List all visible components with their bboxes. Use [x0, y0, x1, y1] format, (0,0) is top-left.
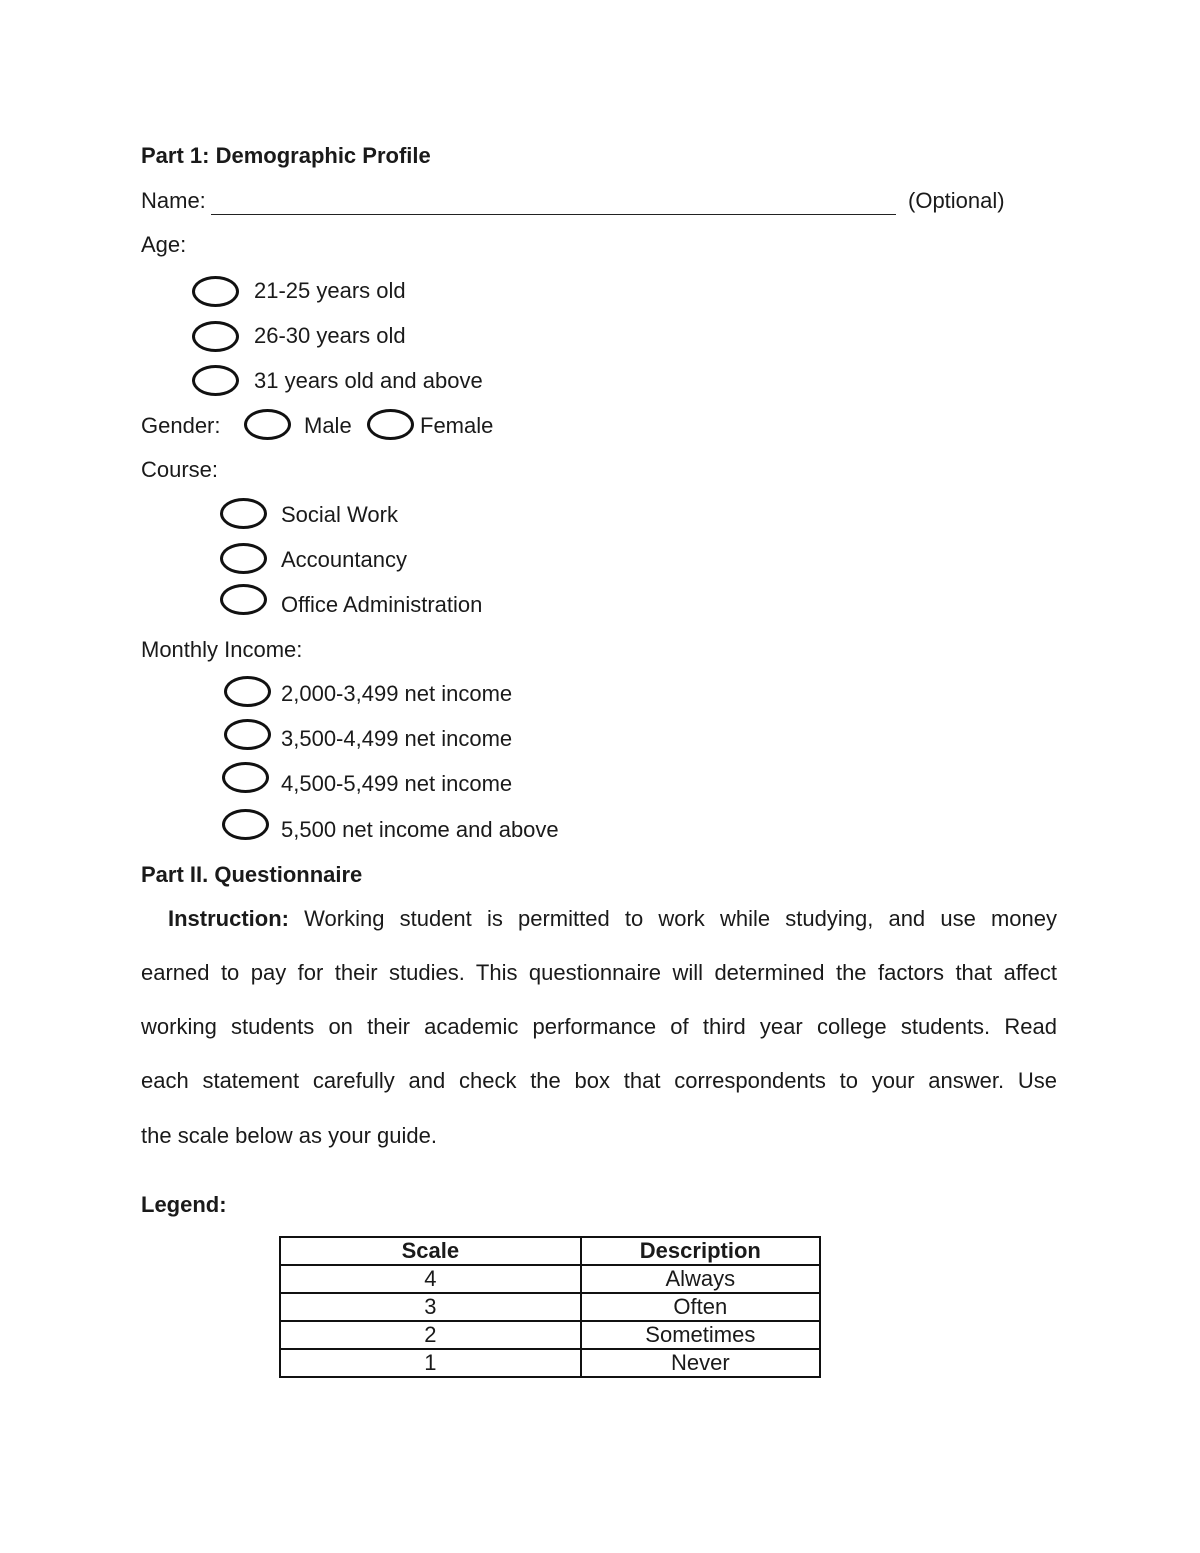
gender-female-label: Female: [420, 413, 494, 438]
income-label: Monthly Income:: [141, 637, 303, 662]
legend-header-row: [280, 1237, 820, 1265]
legend-description-cell: Often: [581, 1293, 820, 1321]
income-option-2-label: 3,500-4,499 net income: [281, 726, 513, 751]
legend-scale-cell: 2: [280, 1321, 581, 1349]
course-option-1-radio[interactable]: [220, 498, 267, 529]
course-option-3-radio[interactable]: [220, 584, 267, 615]
legend-column-description: Description: [581, 1237, 820, 1265]
gender-label: Gender:: [141, 413, 221, 438]
instruction-line-2: earned to pay for their studies. This questionnaire will determined the factors that affect: [141, 960, 1057, 985]
instruction-line-1: [141, 908, 1057, 930]
income-option-1-radio[interactable]: [224, 676, 271, 707]
name-label: Name:: [141, 188, 206, 213]
age-label: Age:: [141, 232, 187, 257]
legend-scale-cell: 4: [280, 1265, 581, 1293]
course-option-2-radio[interactable]: [220, 543, 267, 574]
age-option-1-radio[interactable]: [192, 276, 239, 307]
legend-description-cell: Never: [581, 1349, 820, 1377]
course-label: Course:: [141, 457, 219, 482]
income-option-4-radio[interactable]: [222, 809, 269, 840]
income-option-3-label: 4,500-5,499 net income: [281, 771, 513, 796]
age-option-2-radio[interactable]: [192, 321, 239, 352]
instruction-line-4: each statement carefully and check the box that correspondents to your answer. Use: [141, 1068, 1057, 1093]
course-option-2-label: Accountancy: [281, 547, 407, 572]
instruction-label: Instruction:: [168, 906, 289, 931]
legend-scale-cell: 3: [280, 1293, 581, 1321]
income-option-1-label: 2,000-3,499 net income: [281, 681, 513, 706]
gender-female-radio[interactable]: [367, 409, 414, 440]
legend-scale-cell: 1: [280, 1349, 581, 1377]
part1-heading: Part 1: Demographic Profile: [141, 143, 431, 168]
table-row: [280, 1349, 820, 1377]
income-option-2-radio[interactable]: [224, 719, 271, 750]
income-option-3-radio[interactable]: [222, 762, 269, 793]
income-option-4-label: 5,500 net income and above: [281, 817, 559, 842]
age-option-2-label: 26-30 years old: [254, 323, 406, 348]
instruction-line-3: working students on their academic performance of third year college students. Read: [141, 1014, 1057, 1039]
course-option-3-label: Office Administration: [281, 592, 483, 617]
instruction-line-5: the scale below as your guide.: [141, 1123, 437, 1148]
legend-description-cell: Always: [581, 1265, 820, 1293]
legend-description-cell: Sometimes: [581, 1321, 820, 1349]
table-row: [280, 1321, 820, 1349]
gender-male-radio[interactable]: [244, 409, 291, 440]
name-field[interactable]: [211, 214, 896, 215]
table-row: [280, 1265, 820, 1293]
age-option-1-label: 21-25 years old: [254, 278, 406, 303]
age-option-3-label: 31 years old and above: [254, 368, 483, 393]
name-optional-note: (Optional): [908, 188, 1005, 213]
instruction-text-1: Working student is permitted to work while studying, and use money: [304, 906, 1057, 931]
legend-table: [279, 1236, 821, 1378]
gender-male-label: Male: [304, 413, 352, 438]
course-option-1-label: Social Work: [281, 502, 398, 527]
part2-heading: Part II. Questionnaire: [141, 862, 363, 887]
legend-heading: Legend:: [141, 1192, 227, 1217]
age-option-3-radio[interactable]: [192, 365, 239, 396]
table-row: [280, 1293, 820, 1321]
legend-column-scale: Scale: [280, 1237, 581, 1265]
